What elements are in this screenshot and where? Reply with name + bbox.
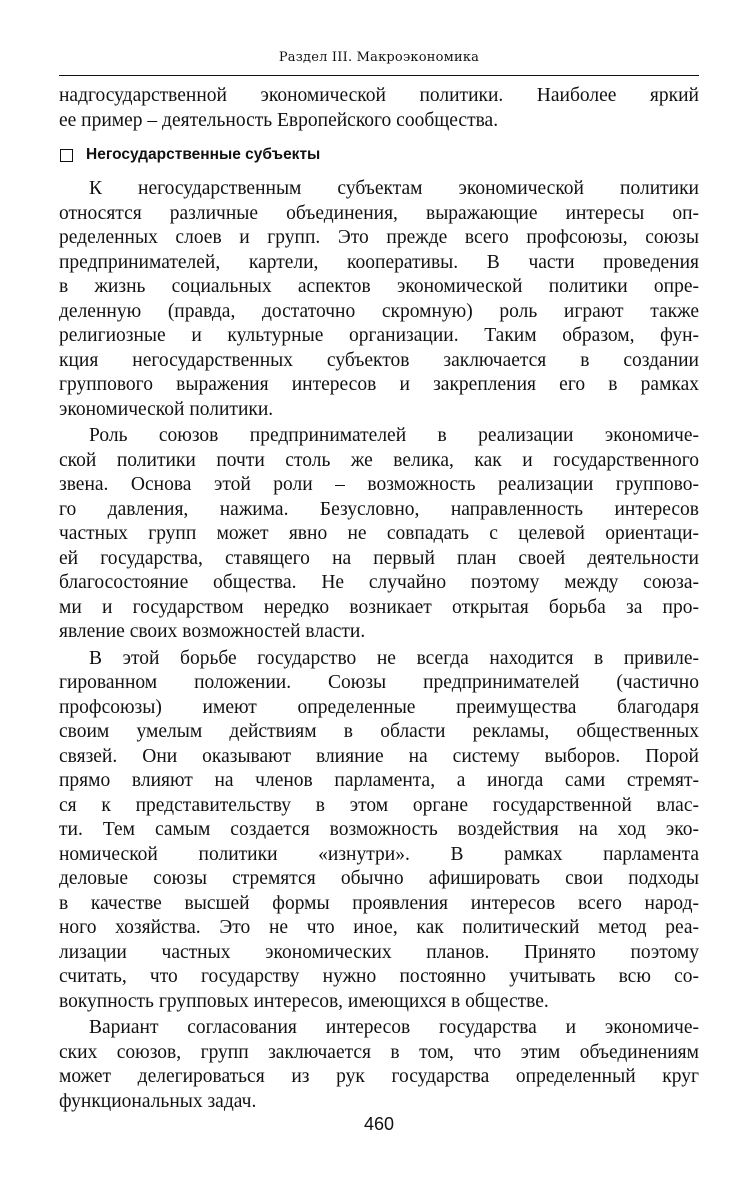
text-line: го давления, нажима. Безусловно, направленность интересов xyxy=(59,498,699,520)
text-line: звена. Основа этой роли – возможность реализации группово- xyxy=(59,474,699,495)
text-line: профсоюзы) имеют определенные преимущества благодаря xyxy=(59,696,699,718)
text-line: ми и государством нередко возникает открытая борьба за про- xyxy=(59,596,699,618)
text-line: надгосударственной экономической политики. Наиболее яркий xyxy=(59,85,699,106)
text-line: функциональных задач. xyxy=(59,1090,257,1112)
body-text xyxy=(59,84,699,1114)
text-line: деловые союзы стремятся обычно афишировать свои подходы xyxy=(59,868,699,889)
text-line: ного хозяйства. Это не что иное, как политический метод реа- xyxy=(59,917,699,938)
text-line: относятся различные объединения, выражающие интересы оп- xyxy=(59,202,699,224)
paragraph-1 xyxy=(59,177,699,422)
text-line: ределенных слоев и групп. Это прежде всего профсоюзы, союзы xyxy=(59,227,699,248)
text-line: Роль союзов предпринимателей в реализации экономиче- xyxy=(89,425,699,446)
text-line: ся к представительству в этом органе государственной влас- xyxy=(59,794,699,816)
text-line: Вариант согласования интересов государства и экономиче- xyxy=(89,1017,699,1038)
text-line: лизации частных экономических планов. Принято поэтому xyxy=(59,941,699,963)
paragraph-4 xyxy=(59,1016,699,1114)
text-line: деленную (правда, достаточно скромную) роль играют также xyxy=(59,300,699,322)
paragraph-3 xyxy=(59,647,699,1015)
text-line: благосостояние общества. Не случайно поэтому между союза- xyxy=(59,572,699,593)
text-line: религиозные и культурные организации. Таким образом, фун- xyxy=(59,325,699,346)
text-line: К негосударственным субъектам экономической политики xyxy=(89,178,699,199)
text-line: кция негосударственных субъектов заключается в создании xyxy=(59,349,699,371)
running-head: Раздел III. Макроэкономика xyxy=(278,50,480,65)
section-heading-text: Негосударственные субъекты xyxy=(86,145,321,163)
text-line: ской политики почти столь же велика, как и государственного xyxy=(59,449,699,471)
text-line: гированном положении. Союзы предпринимателей (частично xyxy=(59,672,699,693)
text-line: экономической политики. xyxy=(59,398,274,420)
text-line: вокупность групповых интересов, имеющихся в обществе. xyxy=(59,990,549,1012)
text-line: считать, что государству нужно постоянно учитывать всю со- xyxy=(59,966,699,987)
text-line: частных групп может явно не совпадать с целевой ориентаци- xyxy=(59,523,699,544)
text-line: в жизнь социальных аспектов экономической политики опре- xyxy=(59,276,699,297)
text-line: В этой борьбе государство не всегда находится в привиле- xyxy=(89,647,699,669)
text-line: явление своих возможностей власти. xyxy=(59,621,366,642)
intro-paragraph xyxy=(59,84,699,133)
text-line: ее пример – деятельность Европейского сообщества. xyxy=(59,109,499,131)
text-line: ей государства, ставящего на первый план своей деятельности xyxy=(59,547,699,569)
text-line: в качестве высшей формы проявления интересов всего народ- xyxy=(59,892,699,914)
header-rule xyxy=(59,75,699,76)
section-heading xyxy=(59,144,699,166)
book-page xyxy=(59,40,699,1160)
text-line: своим умелым действиям в области рекламы, общественных xyxy=(59,721,699,742)
text-line: связей. Они оказывают влияние на систему выборов. Порой xyxy=(59,745,699,767)
text-line: номической политики «изнутри». В рамках парламента xyxy=(59,843,699,865)
text-line: прямо влияют на членов парламента, а иногда сами стремят- xyxy=(59,770,699,791)
text-line: группового выражения интересов и закрепления его в рамках xyxy=(59,374,699,395)
text-line: ских союзов, групп заключается в том, что этим объединениям xyxy=(59,1041,699,1063)
text-line: ти. Тем самым создается возможность воздействия на ход эко- xyxy=(59,819,699,840)
page-number: 460 xyxy=(363,1114,395,1134)
text-line: предпринимателей, картели, кооперативы. В части проведения xyxy=(59,251,699,273)
paragraph-2 xyxy=(59,424,699,645)
text-line: может делегироваться из рук государства определенный круг xyxy=(59,1066,699,1087)
checkbox-bullet-icon xyxy=(60,149,73,162)
